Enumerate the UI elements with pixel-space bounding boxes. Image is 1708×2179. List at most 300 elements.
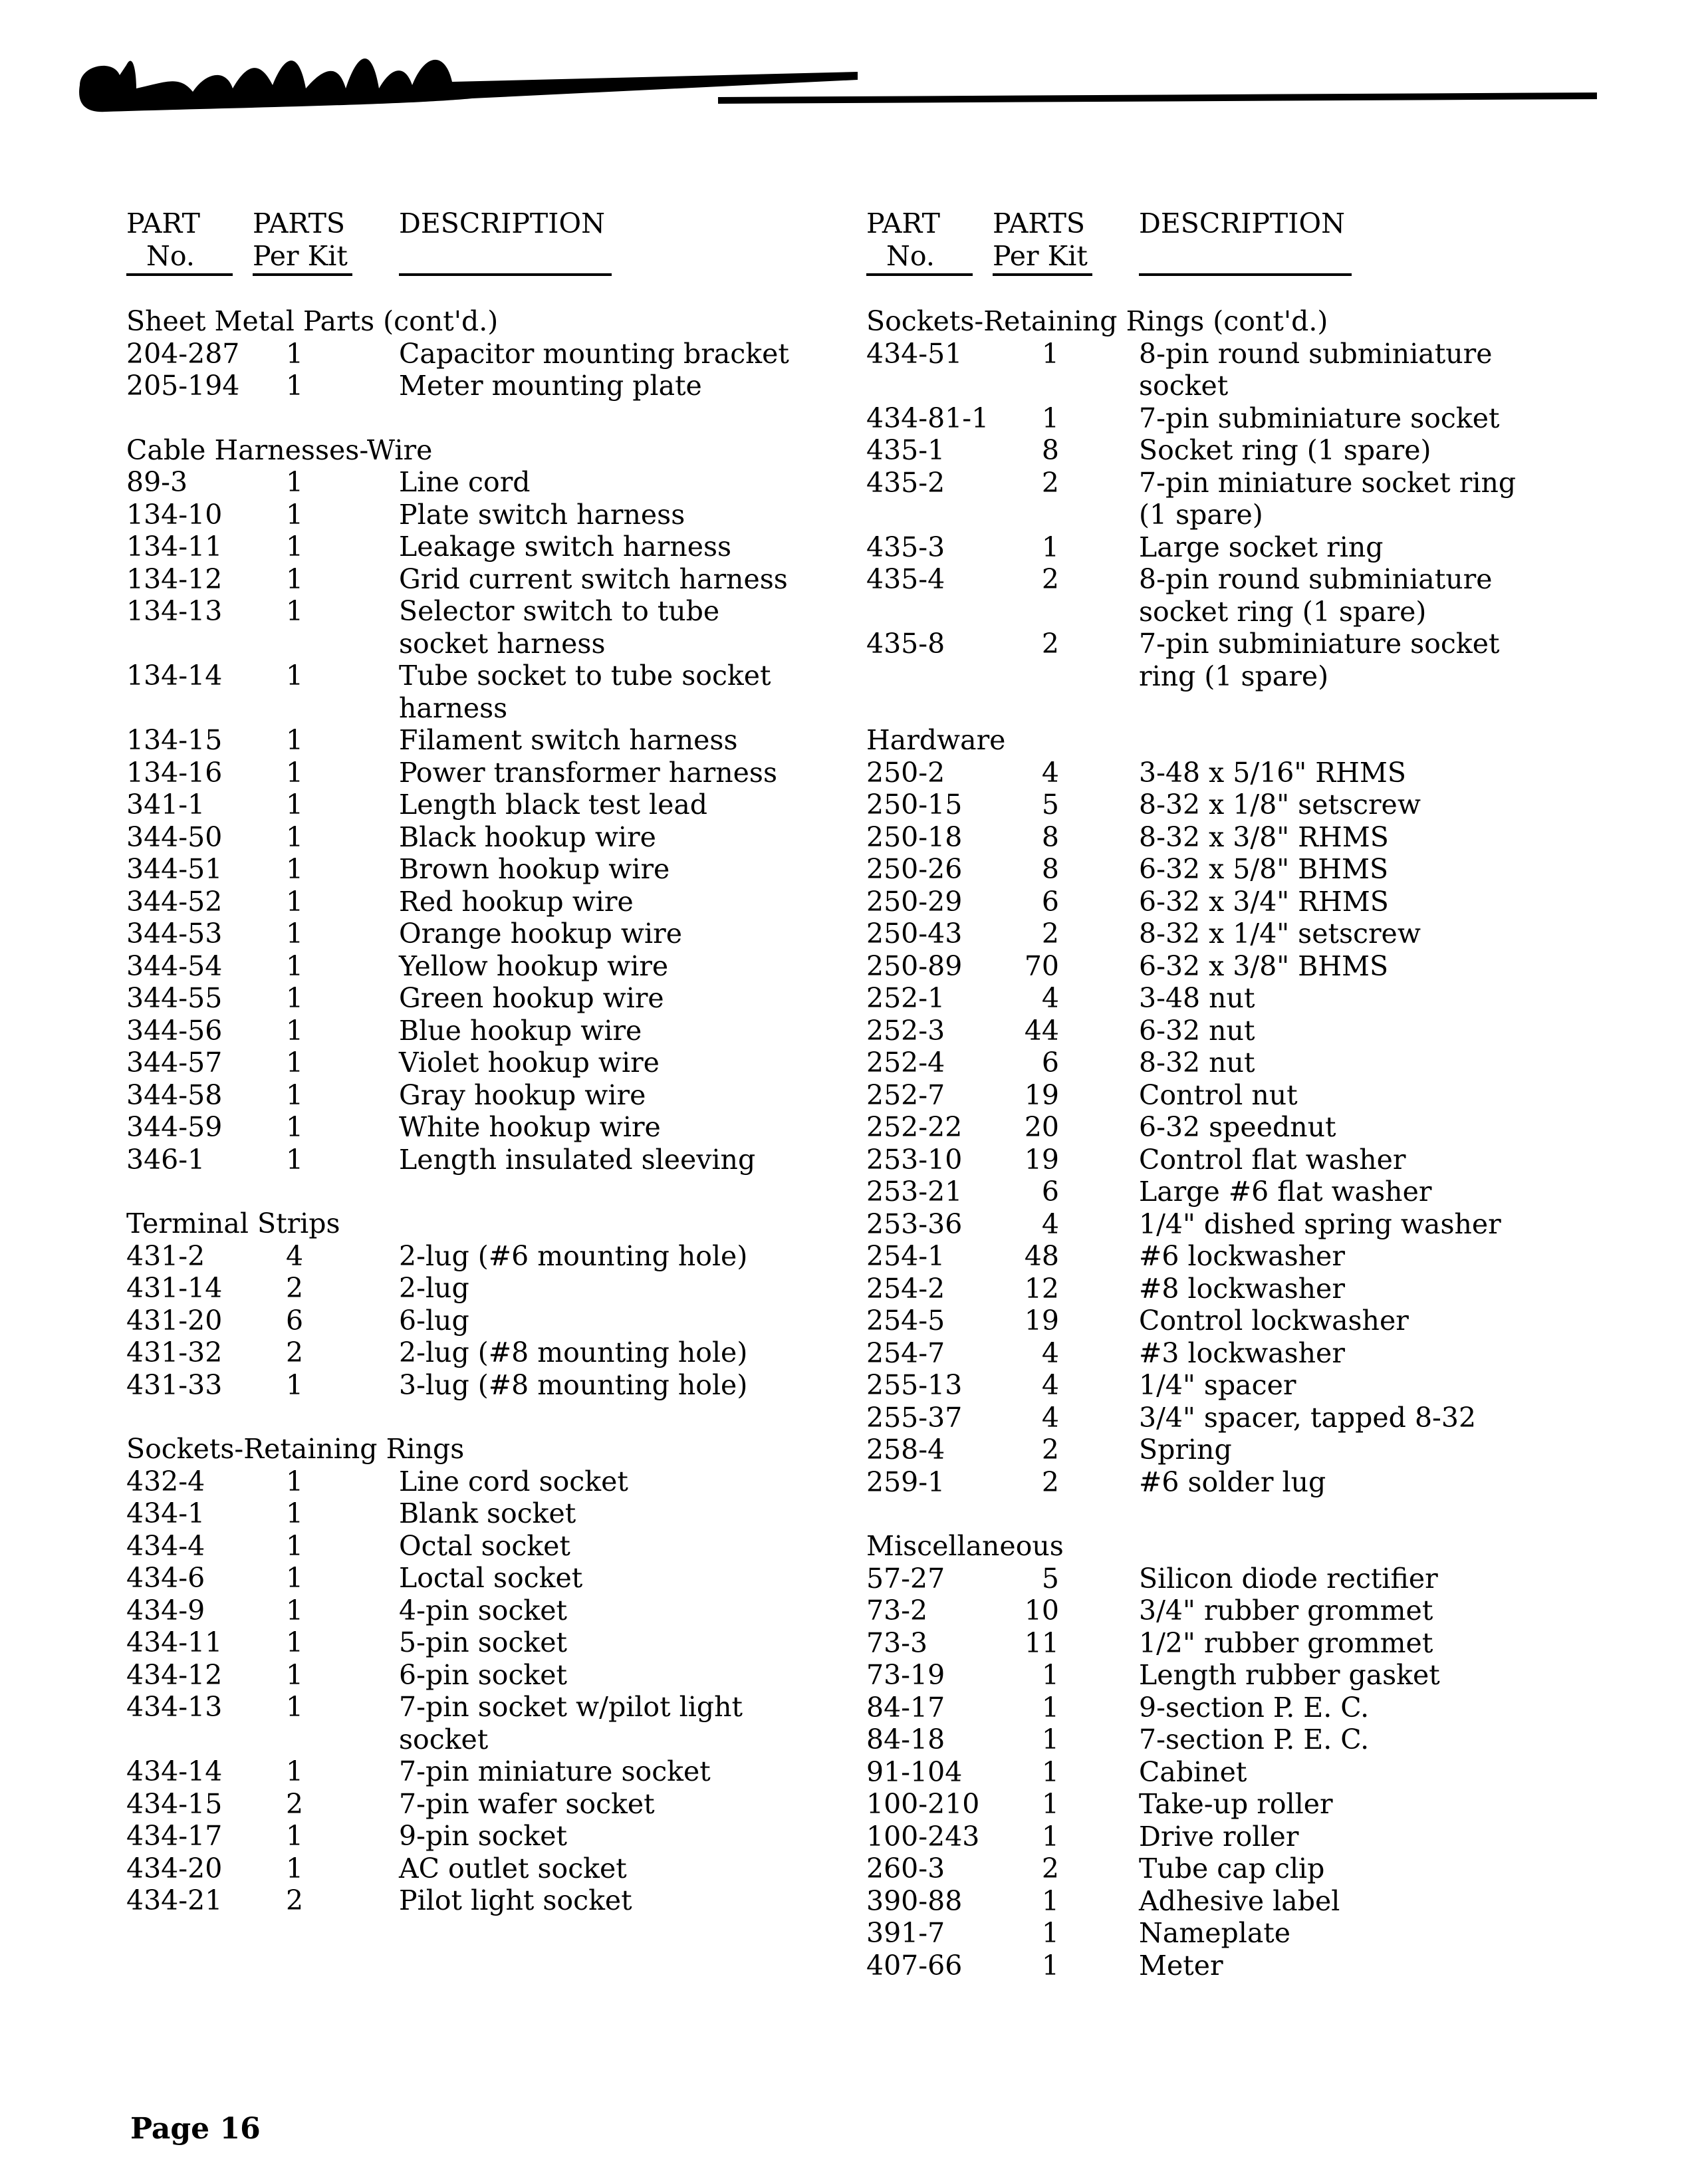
part-number: 431-33 [126,1368,223,1401]
part-description: 7-pin wafer socket [399,1787,655,1820]
parts-per-kit: 4 [1041,1337,1059,1369]
section-gap [866,1498,1611,1530]
parts-per-kit: 1 [286,1368,304,1401]
part-description: Large #6 flat washer [1139,1176,1432,1208]
parts-per-kit: 1 [286,1497,304,1529]
part-row [866,1724,1611,1756]
part-description: 4-pin socket [399,1594,568,1626]
part-number: 250-89 [866,950,963,982]
parts-per-kit: 6 [286,1304,304,1337]
part-row [866,1176,1611,1208]
part-number: 252-22 [866,1111,963,1143]
part-description: 6-pin socket [399,1658,568,1691]
part-description: 1/4" dished spring washer [1139,1208,1501,1240]
parts-per-kit: 6 [1041,1047,1059,1079]
parts-per-kit: 19 [1024,1143,1059,1176]
part-number: 344-54 [126,950,223,982]
part-row [126,1337,871,1369]
parts-per-kit: 1 [286,950,304,982]
parts-per-kit: 2 [1041,918,1059,950]
parts-per-kit: 1 [286,1465,304,1497]
part-row [126,563,871,596]
part-row [126,1853,871,1885]
parts-per-kit: 2 [1041,1434,1059,1466]
part-row [866,1950,1611,1982]
parts-per-kit: 1 [286,563,304,595]
part-number: 134-14 [126,660,223,692]
part-description: Control flat washer [1139,1143,1406,1176]
part-row [126,1691,871,1755]
parts-per-kit: 4 [1041,1401,1059,1434]
parts-section [126,305,871,402]
part-number: 91-104 [866,1755,963,1788]
section-title: Terminal Strips [126,1208,340,1239]
part-description: Yellow hookup wire [399,950,669,982]
part-description: Octal socket [399,1529,570,1562]
part-description: 8-32 x 1/8" setscrew [1139,789,1421,821]
part-description: 7-pin miniature socket [399,1755,711,1787]
part-description: Red hookup wire [399,885,634,918]
parts-per-kit-header: PARTS [993,207,1086,239]
part-number: 250-18 [866,821,963,853]
parts-per-kit: 1 [286,1111,304,1143]
part-number: 435-8 [866,628,945,660]
part-row [126,1497,871,1530]
part-row [866,1434,1611,1466]
parts-per-kit: 5 [1041,789,1059,821]
part-number: 434-15 [126,1787,223,1820]
part-description: #3 lockwasher [1139,1337,1345,1369]
parts-per-kit: 1 [1041,1755,1059,1788]
part-description: 6-32 x 3/4" RHMS [1139,885,1389,918]
part-row [126,789,871,821]
part-number: 258-4 [866,1434,945,1466]
part-number: 344-58 [126,1079,223,1111]
part-row [866,1337,1611,1370]
parts-per-kit: 12 [1024,1272,1059,1305]
part-row [866,1885,1611,1918]
part-number: 250-43 [866,918,963,950]
part-description: 5-pin socket [399,1626,568,1658]
part-number: 100-243 [866,1820,980,1853]
part-row [126,1240,871,1273]
part-number: 134-16 [126,756,223,789]
parts-per-kit: 1 [286,1755,304,1787]
part-number: 435-3 [866,531,945,563]
part-row [126,982,871,1015]
part-number: 73-2 [866,1595,928,1626]
parts-per-kit: 2 [286,1884,304,1916]
parts-per-kit: 1 [1041,402,1059,434]
part-description: Grid current switch harness [399,563,788,595]
part-row [866,1273,1611,1305]
part-row [126,1305,871,1337]
part-number: 434-4 [126,1529,205,1562]
part-row [126,724,871,757]
part-number: 344-52 [126,885,223,918]
part-number: 204-287 [126,337,240,370]
part-row [126,1466,871,1498]
part-number: 434-6 [126,1562,205,1594]
part-number: 253-36 [866,1208,963,1240]
part-row [866,1917,1611,1950]
parts-per-kit: 1 [1041,1724,1059,1755]
part-description: Loctal socket [399,1562,583,1594]
part-row [126,370,871,402]
part-row [126,1755,871,1788]
parts-per-kit: 2 [286,1337,304,1368]
part-row [126,918,871,950]
part-number: 253-10 [866,1143,963,1176]
part-description: Length rubber gasket [1139,1659,1440,1691]
part-number: 431-2 [126,1239,205,1272]
part-description: Black hookup wire [399,821,656,853]
part-description: 3-48 x 5/16" RHMS [1139,756,1406,789]
part-number: 407-66 [866,1949,963,1982]
part-row [866,1659,1611,1692]
part-description: 3-lug (#8 mounting hole) [399,1368,748,1401]
page-number: Page 16 [130,2112,261,2146]
parts-section [126,1433,871,1917]
part-row [866,1788,1611,1821]
part-number: 344-53 [126,918,223,950]
part-description: Line cord socket [399,1465,628,1497]
parts-per-kit: 4 [1041,1369,1059,1401]
part-description: Power transformer harness [399,756,777,789]
parts-per-kit-header: PARTS [253,207,346,239]
part-row [126,660,871,724]
part-number: 134-10 [126,498,223,531]
part-description: Brown hookup wire [399,853,670,885]
part-number: 73-19 [866,1659,945,1691]
part-description: Spring [1139,1434,1232,1466]
part-description: Filament switch harness [399,724,738,756]
part-row [126,1530,871,1563]
part-description: 3-48 nut [1139,982,1255,1014]
parts-per-kit: 1 [286,595,304,627]
part-description: Pilot light socket [399,1884,632,1916]
parts-per-kit: 8 [1041,853,1059,885]
part-description: Control nut [1139,1079,1298,1111]
part-number: 134-15 [126,724,223,756]
part-row [126,757,871,789]
part-description: Selector switch to tube socket harness [399,595,720,660]
parts-per-kit: 1 [286,1594,304,1626]
part-number: 434-11 [126,1626,223,1658]
part-row [866,1627,1611,1660]
part-number: 434-17 [126,1820,223,1852]
part-number: 344-51 [126,853,223,885]
part-description: Orange hookup wire [399,918,682,950]
part-description: Cabinet [1139,1755,1247,1788]
section-gap [866,692,1611,724]
part-number: 254-7 [866,1337,945,1369]
part-row [866,338,1611,402]
part-number: 134-13 [126,595,223,627]
part-number: 344-55 [126,982,223,1014]
part-number: 434-14 [126,1755,223,1787]
part-row [126,1562,871,1595]
part-row [126,1272,871,1305]
part-number: 89-3 [126,466,188,498]
parts-per-kit: 1 [1041,1949,1059,1982]
parts-per-kit: 1 [1041,1884,1059,1917]
part-number: 391-7 [866,1917,945,1949]
parts-per-kit: 1 [286,982,304,1014]
part-number: 344-56 [126,1014,223,1047]
parts-per-kit: 4 [1041,982,1059,1014]
part-row [126,1369,871,1402]
parts-per-kit: 1 [286,1820,304,1852]
parts-per-kit: 48 [1024,1240,1059,1272]
part-number: 344-57 [126,1047,223,1079]
parts-per-kit: 1 [286,466,304,498]
part-number: 254-2 [866,1272,945,1305]
part-description: Tube cap clip [1139,1853,1325,1884]
heathkit-logo-icon [73,52,871,125]
part-row [126,1788,871,1821]
part-description: 7-pin socket w/pilot light socket [399,1691,743,1755]
part-description: 7-section P. E. C. [1139,1724,1370,1755]
part-number: 260-3 [866,1853,945,1884]
parts-section [866,305,1611,692]
part-description: 6-32 x 5/8" BHMS [1139,853,1389,885]
part-description: 9-section P. E. C. [1139,1691,1370,1724]
part-row [126,1820,871,1853]
part-number: 205-194 [126,370,240,402]
column-headers [126,207,871,276]
parts-per-kit: 6 [1041,885,1059,918]
part-row [126,853,871,886]
part-description: #8 lockwasher [1139,1272,1345,1305]
part-number: 431-20 [126,1304,223,1337]
part-description: 7-pin subminiature socket ring (1 spare) [1139,628,1500,692]
part-row [866,1466,1611,1499]
parts-per-kit: 6 [1041,1176,1059,1208]
parts-per-kit: 1 [286,1852,304,1884]
part-description: 8-pin round subminiature socket [1139,337,1493,402]
section-title: Sockets-Retaining Rings [126,1433,465,1465]
part-number: 390-88 [866,1884,963,1917]
parts-per-kit: 2 [1041,466,1059,499]
parts-per-kit-header-sub: Per Kit [253,240,352,277]
parts-per-kit: 1 [286,853,304,885]
right-column [866,207,1611,1982]
section-gap [126,1176,871,1208]
part-description: 2-lug (#6 mounting hole) [399,1239,748,1272]
parts-per-kit: 1 [286,789,304,821]
part-description: 6-32 nut [1139,1014,1255,1047]
part-row [866,1079,1611,1112]
parts-per-kit: 1 [1041,1788,1059,1820]
part-row [866,1305,1611,1337]
part-number: 134-12 [126,563,223,595]
part-no-header-sub: No. [126,240,233,277]
part-row [126,886,871,918]
parts-per-kit: 1 [1041,337,1059,370]
part-description: Control lockwasher [1139,1305,1409,1337]
part-number: 344-59 [126,1111,223,1143]
part-description: Take-up roller [1139,1788,1333,1820]
part-row [866,1756,1611,1789]
part-description: 8-32 nut [1139,1047,1255,1079]
parts-per-kit: 1 [286,1691,304,1723]
part-description: Socket ring (1 spare) [1139,434,1431,466]
part-row [866,628,1611,692]
parts-per-kit: 1 [286,370,304,402]
part-row [866,563,1611,628]
parts-per-kit: 19 [1024,1079,1059,1111]
part-description: White hookup wire [399,1111,661,1143]
parts-per-kit: 1 [286,918,304,950]
part-row [866,982,1611,1015]
part-number: 252-7 [866,1079,945,1111]
parts-per-kit: 1 [1041,1820,1059,1853]
parts-per-kit: 5 [1041,1562,1059,1595]
left-sections [126,305,871,1917]
part-number: 434-9 [126,1594,205,1626]
part-row [866,1402,1611,1434]
part-row [126,1111,871,1144]
part-description: 8-32 x 3/8" RHMS [1139,821,1389,853]
part-description: Meter [1139,1949,1223,1982]
parts-per-kit: 4 [286,1239,304,1272]
part-row [866,950,1611,983]
part-number: 73-3 [866,1626,928,1659]
part-number: 255-13 [866,1369,963,1401]
part-description: Large socket ring [1139,531,1384,563]
parts-per-kit: 1 [286,1562,304,1594]
part-row [126,821,871,854]
part-description: Blue hookup wire [399,1014,642,1047]
part-row [126,1659,871,1692]
part-description: Violet hookup wire [399,1047,660,1079]
parts-per-kit: 1 [1041,1917,1059,1949]
part-number: 252-4 [866,1047,945,1079]
parts-per-kit: 1 [286,1143,304,1176]
right-sections [866,305,1611,1982]
parts-section [866,724,1611,1498]
parts-per-kit: 1 [286,531,304,563]
part-description: Leakage switch harness [399,531,732,563]
part-no-header: PART [866,207,940,239]
part-number: 250-2 [866,756,945,789]
parts-per-kit: 11 [1024,1626,1059,1659]
part-number: 431-14 [126,1272,223,1304]
part-row [866,1047,1611,1079]
parts-section [866,1530,1611,1982]
part-row [866,853,1611,886]
part-row [866,1821,1611,1853]
part-number: 431-32 [126,1337,223,1368]
part-description: 8-pin round subminiature socket ring (1 spare) [1139,563,1493,628]
part-description: Length insulated sleeving [399,1143,756,1176]
part-number: 253-21 [866,1176,963,1208]
section-title: Hardware [866,724,1006,756]
part-number: 250-26 [866,853,963,885]
parts-per-kit: 2 [1041,1466,1059,1498]
part-row [866,757,1611,789]
section-title: Sheet Metal Parts (cont'd.) [126,305,499,337]
part-row [866,1015,1611,1047]
part-row [126,1626,871,1659]
part-description: #6 lockwasher [1139,1240,1345,1272]
part-row [126,950,871,983]
part-no-header-sub: No. [866,240,973,277]
parts-per-kit: 1 [286,724,304,756]
parts-per-kit: 1 [286,885,304,918]
part-description: Adhesive label [1139,1884,1340,1917]
part-number: 254-1 [866,1240,945,1272]
description-header: DESCRIPTION [399,207,605,239]
parts-per-kit: 1 [1041,1659,1059,1691]
part-description: Green hookup wire [399,982,664,1014]
parts-per-kit: 1 [286,1529,304,1562]
parts-per-kit: 2 [286,1787,304,1820]
part-number: 341-1 [126,789,205,821]
part-description: Nameplate [1139,1917,1291,1949]
part-row [866,1853,1611,1885]
part-number: 84-17 [866,1691,945,1724]
part-description: Silicon diode rectifier [1139,1562,1438,1595]
section-title: Cable Harnesses-Wire [126,434,433,466]
part-number: 434-21 [126,1884,223,1916]
part-row [126,338,871,370]
part-description: Meter mounting plate [399,370,702,402]
parts-per-kit: 4 [1041,1208,1059,1240]
part-row [866,531,1611,564]
part-number: 435-4 [866,563,945,595]
part-number: 434-1 [126,1497,205,1529]
part-description: Drive roller [1139,1820,1299,1853]
part-row [866,1240,1611,1273]
part-number: 435-2 [866,466,945,499]
description-header: DESCRIPTION [1139,207,1345,239]
part-number: 84-18 [866,1724,945,1755]
section-gap [126,402,871,434]
part-number: 252-1 [866,982,945,1014]
part-description: AC outlet socket [399,1852,627,1884]
part-description: 2-lug (#8 mounting hole) [399,1337,748,1368]
part-row [866,789,1611,821]
parts-section [126,1208,871,1401]
part-description: 3/4" spacer, tapped 8-32 [1139,1401,1477,1434]
part-description: 2-lug [399,1272,469,1304]
part-row [866,1369,1611,1402]
part-row [126,595,871,660]
part-description: 6-lug [399,1304,469,1337]
part-description: 1/2" rubber grommet [1139,1626,1433,1659]
part-number: 344-50 [126,821,223,853]
part-row [126,466,871,499]
part-row [866,1595,1611,1627]
parts-per-kit: 4 [1041,756,1059,789]
parts-per-kit: 2 [1041,563,1059,595]
part-row [866,434,1611,467]
parts-per-kit: 1 [286,756,304,789]
part-number: 100-210 [866,1788,980,1820]
parts-per-kit: 2 [286,1272,304,1304]
parts-per-kit: 2 [1041,628,1059,660]
part-row [126,1884,871,1917]
part-no-header: PART [126,207,200,239]
part-number: 254-5 [866,1305,945,1337]
parts-per-kit: 1 [286,1079,304,1111]
part-description: Plate switch harness [399,498,685,531]
part-row [866,1111,1611,1144]
parts-per-kit: 2 [1041,1853,1059,1884]
parts-per-kit: 1 [1041,531,1059,563]
